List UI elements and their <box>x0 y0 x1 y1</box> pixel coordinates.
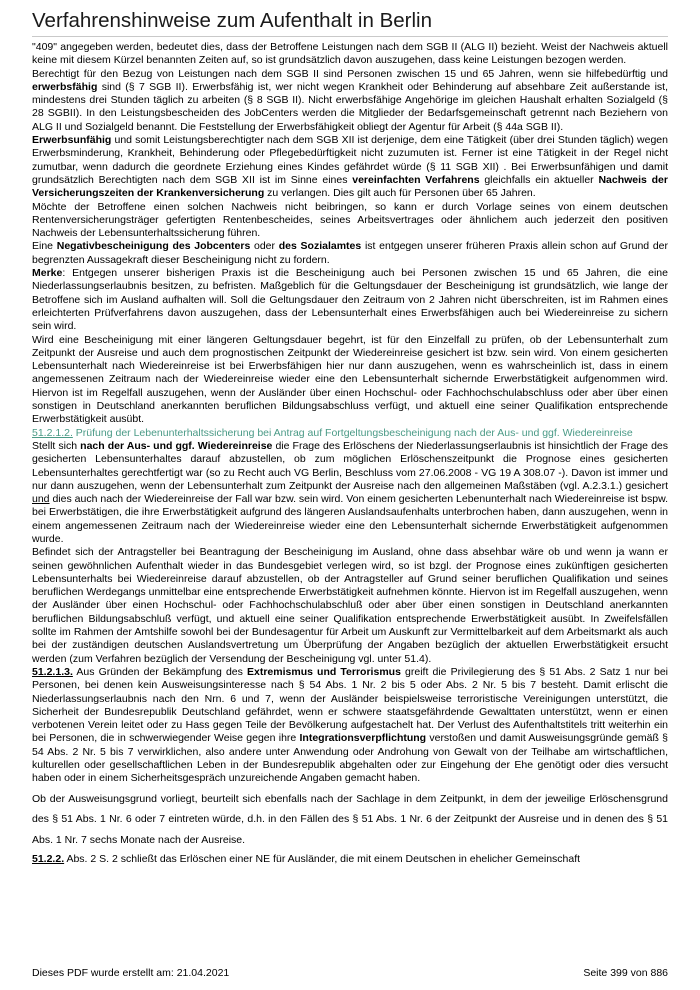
paragraph: Wird eine Bescheinigung mit einer längeren Geltungsdauer begehrt, ist für den Einzelfall zu prüfen, ob der Lebensunterhalt zum Zeitpunkt der Ausreise und auch dem prognostischen Zeitpunkt der Wiedereinreise gesichert ist bzw. sein wird. Von einem gesicherten Lebensunterhalt nach Wiedereinreise ist bei Erwerbsfähigen hier nur dann auszugehen, wenn es wahrscheinlich ist, dass in einem angemessenen Zeitraum nach der Wiedereinreise wieder eine den Lebensunterhalt sichernde Erwerbstätigkeit aufgenommen wird. Hiervon ist im Regelfall auszugehen, wenn der Ausländer über einen Hochschul- oder Fachhochschulabschluss oder aber über einen sonstigen in Deutschland anerkannten beruflichen Bildungsabschluss verfügt, und aktuell eine seiner Qualifikation entsprechende Erwerbstätigkeit ausübt. <box>32 333 668 426</box>
document-body <box>32 41 668 866</box>
paragraph: 51.2.1.3. Aus Gründen der Bekämpfung des Extremismus und Terrorismus greift die Privilegierung des § 51 Abs. 2 Satz 1 nur bei Personen, bei denen kein Ausweisungsinteresse nach § 54 Abs. 1 Nr. 2 bis 5 oder Abs. 2 Nr. 5 bis 7 besteht. Damit erlischt die Niederlassungserlaubnis nach den Nrn. 6 und 7, wenn der Ausländer beispielsweise terroristische Vereinigungen unterstützt, die Sicherheit der Bundesrepublik Deutschland gefährdet, wenn er schwere staatsgefährdende Gewalttaten unterstützt, wenn er einen verbotenen Verein leitet oder zu Hass gegen Teile der Bevölkerung aufgestachelt hat. Der Verlust des Aufenthaltstitels tritt weiterhin ein bei Personen, die in schwerwiegender Weise gegen ihre Integrationsverpflichtung verstoßen und damit Ausweisungsgründe gemäß § 54 Abs. 2 Nr. 5 bis 7 verwirklichen, also andere unter Anwendung oder Androhung von Gewalt von der Teilhabe am wirtschaftlichen, kulturellen oder gesellschaftlichen Leben in der Bundesrepublik abgehalten oder zur Eingehung der Ehe genötigt oder dies versucht haben oder in einem Sicherheitsgespräch unzureichende Angaben gemacht haben. <box>32 665 669 785</box>
underlined-word: und <box>32 493 50 506</box>
section-number: 51.2.1.3. <box>32 665 73 678</box>
section-number-link[interactable]: 51.2.1.2. <box>32 426 73 439</box>
page-title: Verfahrenshinweise zum Aufenthalt in Berlin <box>32 9 432 32</box>
bold-term: vereinfachten Verfahrens <box>352 173 480 186</box>
paragraph: Ob der Ausweisungsgrund vorliegt, beurteilt sich ebenfalls nach der Sachlage in dem Zeitpunkt, in dem der jeweilige Erlöschensgrund des § 51 Abs. 1 Nr. 6 oder 7 eintreten würde, d.h. in den Fällen des § 51 Abs. 1 Nr. 6 der Zeitpunkt der Ausreise und in denen des § 51 Abs. 1 Nr. 7 sechs Monate nach der Ausreise. <box>32 792 668 846</box>
page-header <box>32 8 668 37</box>
paragraph: Berechtigt für den Bezug von Leistungen nach dem SGB II sind Personen zwischen 15 und 65 Jahren, wenn sie hilfebedürftig und erwerbsfähig sind (§ 7 SGB II). Erwerbsfähig ist, wer nicht wegen Krankheit oder Behinderung auf absehbare Zeit außerstande ist, mindestens drei Stunden täglich zu arbeiten (§ 8 SGB II). Nicht erwerbsfähige Angehörige im gleichen Haushalt erhalten Sozialgeld (§ 28 SGBII). In den Leistungsbescheiden des JobCenters werden die Mitglieder der Bedarfsgemeinschaft getrennt nach Beziehern von ALG II und Sozialgeld benannt. Die Feststellung der Erwerbsfähigkeit obliegt der Agentur für Arbeit (§ 44a SGB II). <box>32 67 668 133</box>
bold-term: Merke <box>32 267 63 280</box>
paragraph: "409" angegeben werden, bedeutet dies, dass der Betroffene Leistungen nach dem SGB II (ALG II) bezieht. Weist der Nachweis aktuell keine mit diesem Kürzel benannten Zeiten auf, so ist grundsätzlich davon auszugehen, dass keine Leistungen bezogen werden. <box>32 41 668 67</box>
bold-term: des Sozialamtes <box>278 240 362 253</box>
paragraph: Erwerbsunfähig und somit Leistungsberechtigter nach dem SGB XII ist derjenige, dem eine Tätigkeit (über drei Stunden täglich) wegen Erwerbsminderung, Krankheit, Behinderung oder Pflegebedürftigkeit nicht zuzumuten ist. Ferner ist eine Tätigkeit in der Regel nicht zumutbar, wenn dadurch die geordnete Erziehung eines Kindes gefährdet würde (§ 11 SGB XII) . Bei Erwerbsunfähigen und damit grundsätzlich Berechtigten nach dem SGB XII ist im Sinne eines vereinfachten Verfahrens gleichfalls ein aktueller Nachweis der Versicherungszeiten der Krankenversicherung zu verlangen. Dies gilt auch für Personen über 65 Jahren. <box>32 134 668 200</box>
bold-term: erwerbsfähig <box>32 80 98 93</box>
paragraph: Befindet sich der Antragsteller bei Beantragung der Bescheinigung im Ausland, ohne dass absehbar wäre ob und wenn ja wann er seinen gewöhnlichen Aufenthalt wieder in das Bundesgebiet verlegen wird, so ist bzgl. der Prognose eines zukünftigen gesicherten Lebensunterhalts bei Wiedereinreise darauf abzustellen, ob der Antragsteller auf Grund seiner beruflichen Qualifikation und seines beruflichen Werdegangs unmittelbar eine entsprechende Erwerbstätigkeit aufnehmen könnte. Hiervon ist im Regelfall auszugehen, wenn der Ausländer über einen Hochschul- oder Fachhochschulabschluß oder aber über einen sonstigen in Deutschland anerkannten beruflichen Bildungsabschluß verfügt, und aktuell eine seiner Qualifikation entsprechende Erwerbstätigkeit ausübt. In Zweifelsfällen sollte im Rahmen der Amtshilfe sowohl bei der Bundesagentur für Arbeit um Auskunft zur Vermittelbarkeit auf dem Arbeitsmarkt als auch bei der zuständigen deutschen Auslandsvertretung um Überprüfung der Angaben bezüglich der aktuellen Erwerbstätigkeit ersucht werden (zum Verfahren bezüglich der Versendung der Bescheinigung vgl. unter 51.4). <box>32 546 668 665</box>
bold-term: Extremismus und Terrorismus <box>247 665 401 678</box>
paragraph: Stellt sich nach der Aus- und ggf. Wiedereinreise die Frage des Erlöschens der Niederlassungserlaubnis ist hinsichtlich der Frage des gesicherten Lebensunterhaltes darauf abzustellen, ob zum möglichen Erlöschenszeitpunkt die Prognose eines gesicherten Lebensunterhaltes gerechtfertigt war (so zu Recht auch VG Berlin, Beschluss vom 27.06.2008 - VG 19 A 308.07 -). Davon ist immer und nur dann auszugehen, wenn der Lebensunterhalt zum Zeitpunkt der Ausreise nach den allgemeinen Maßstäben (vgl. A.2.3.1.) gesichert und dies auch nach der Wiedereinreise der Fall war bzw. sein wird. Von einem gesicherten Lebenunterhalt nach Wiedereinreise ist bspw. bei Erwerbstätigen, die ihre Erwerbstätigkeit aufgrund des längeren Auslandsaufenhalts unterbrochen haben, dann auszugehen, wenn in einem angemessenen Zeitraum nach der Wiedereinreise wieder eine den Lebensunterhalt sichernde Erwerbstätigkeit aufgenommen wurde. <box>32 439 669 545</box>
paragraph: Merke: Entgegen unserer bisherigen Praxis ist die Bescheinigung auch bei Personen zwischen 15 und 65 Jahren, die eine Niederlassungserlaubnis besitzen, zu befristen. Maßgeblich für die Geltungsdauer der Bescheinigung ist grundsätzlich, wie lange der Betroffene sich im Ausland aufhalten will. Soll die Geltungsdauer den Zeitraum von 2 Jahren nicht überschreiten, ist im Rahmen eines erleichterten Prüfverfahrens davon auszugehen, dass der Lebensunterhalt eines Erwerbsfähigen auch bei Wiedereinreise zu sichern sein wird. <box>32 267 668 333</box>
footer-created-date: Dieses PDF wurde erstellt am: 21.04.2021 <box>32 967 230 979</box>
bold-term: nach der Aus- und ggf. Wiedereinreise <box>80 439 273 452</box>
section-number: 51.2.2. <box>32 853 65 866</box>
paragraph: Möchte der Betroffene einen solchen Nachweis nicht beibringen, so kann er durch Vorlage seines von einem deutschen Rentenversicherungsträger gefertigten Rentenbescheides, seines Arbeitsvertrages oder ähnlichem auch jederzeit den positiven Nachweis der Lebensunterhaltssicherung führen. <box>32 200 668 240</box>
section-heading[interactable] <box>32 427 668 440</box>
footer-page-number: Seite 399 von 886 <box>583 967 668 979</box>
bold-term: Erwerbsunfähig <box>32 134 112 147</box>
paragraph: 51.2.2. Abs. 2 S. 2 schließt das Erlöschen einer NE für Ausländer, die mit einem Deutschen in ehelicher Gemeinschaft <box>32 853 581 866</box>
bold-term: Integrationsverpflichtung <box>299 732 427 745</box>
bold-term: Negativbescheinigung des Jobcenters <box>56 240 251 253</box>
bold-term: Nachweis der Versicherungszeiten der Krankenversicherung <box>32 173 668 200</box>
paragraph: Eine Negativbescheinigung des Jobcenters oder des Sozialamtes ist entgegen unserer früheren Praxis allein schon auf Grund der begrenzten Aussagekraft dieser Bescheinigung nicht zu fordern. <box>32 240 669 266</box>
header-divider <box>32 36 668 37</box>
section-title: Prüfung der Lebenunterhaltssicherung bei Antrag auf Fortgeltungsbescheinigung nach der Aus- und ggf. Wiedereinreise <box>72 426 633 439</box>
